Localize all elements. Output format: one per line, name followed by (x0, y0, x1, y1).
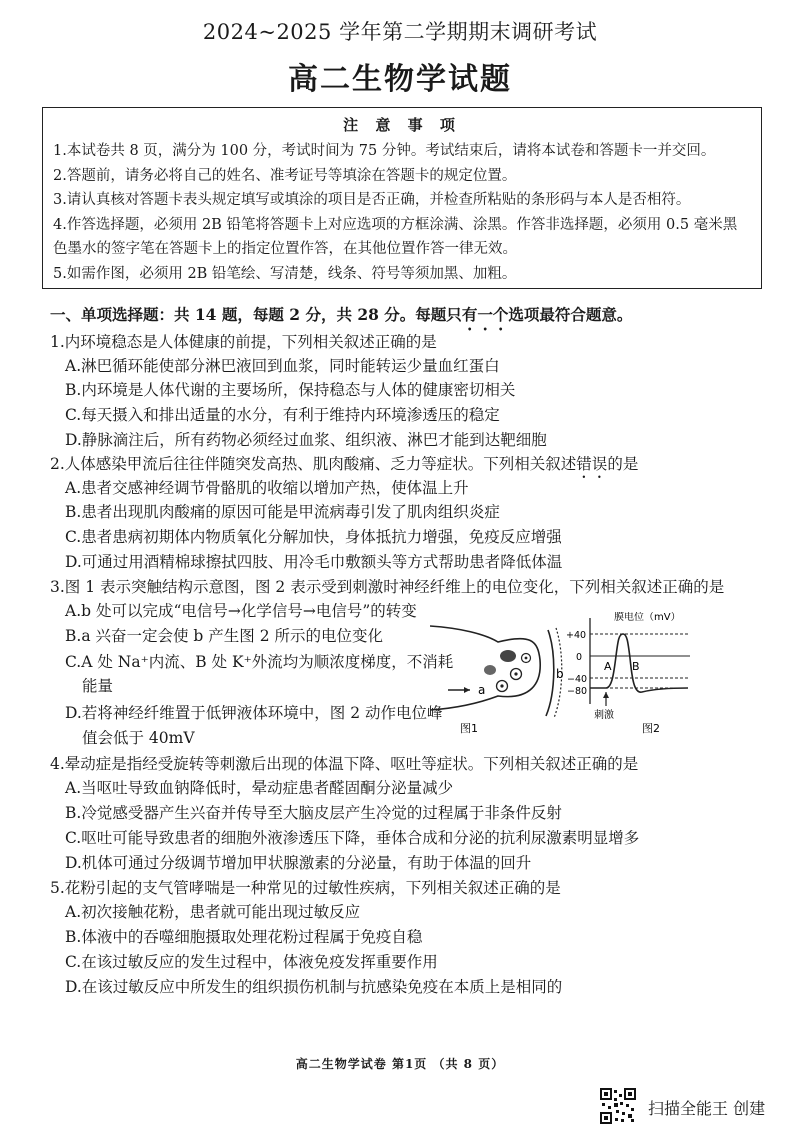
question-2-option-d: D.可通过用酒精棉球擦拭四肢、用冷毛巾敷额头等方式帮助患者降低体温 (65, 553, 563, 571)
figure-2-caption: 图2 (642, 722, 660, 735)
question-4-option-d: D.机体可通过分级调节增加甲状腺激素的分泌量，有助于体温的回升 (65, 854, 532, 872)
question-2-stem-emphasis: 错误 (576, 455, 608, 473)
question-1-option-d: D.静脉滴注后，所有药物必须经过血浆、组织液、淋巴才能到达靶细胞 (65, 431, 547, 449)
question-2-option-c: C.患者患病初期体内物质氧化分解加快，身体抵抗力增强，免疫反应增强 (65, 528, 562, 546)
question-3-option-d: D.若将神经纤维置于低钾液体环境中，图 2 动作电位峰 (65, 704, 443, 722)
figure-2-tick-label: +40 (566, 630, 587, 641)
question-1-option-b: B.内环境是人体代谢的主要场所，保持稳态与人体的健康密切相关 (65, 381, 516, 399)
figure-2-label-B: B (632, 660, 640, 673)
subject-title: 高二生物学试题 (288, 62, 512, 97)
question-5-stem: 5.花粉引起的支气管哮喘是一种常见的过敏性疾病，下列相关叙述正确的是 (50, 879, 561, 897)
question-3-figure (430, 612, 706, 736)
figure-2-y-axis-label: 膜电位（mV） (614, 612, 681, 623)
exam-title: 2024~2025 学年第二学期期末调研考试 (202, 20, 598, 44)
question-5-option-a: A.初次接触花粉，患者就可能出现过敏反应 (65, 903, 361, 921)
figure-1-label-b: b (556, 667, 564, 681)
figure-1-synapse (430, 626, 564, 735)
notice-box (42, 107, 762, 289)
figure-1-caption: 图1 (460, 722, 478, 735)
notice-item: 5.如需作图，必须用 2B 铅笔绘、写清楚，线条、符号等须加黑、加粗。 (53, 265, 517, 282)
question-2-stem-part: 2.人体感染甲流后往往伴随突发高热、肌肉酸痛、乏力等症状。下列相关叙述 (50, 455, 577, 473)
question-4-option-b: B.冷觉感受器产生兴奋并传导至大脑皮层产生冷觉的过程属于非条件反射 (65, 804, 562, 822)
question-2-option-b: B.患者出现肌肉酸痛的原因可能是甲流病毒引发了肌肉组织炎症 (65, 503, 500, 521)
scanner-watermark (600, 1088, 800, 1128)
figure-2-tick-label: −80 (567, 686, 588, 697)
figure-2-stimulus-label: 刺激 (594, 710, 614, 721)
watermark-text: 扫描全能王 创建 (648, 1099, 766, 1118)
notice-item: 3.请认真核对答题卡表头规定填写或填涂的项目是否正确，并检查所粘贴的条形码与本人是否相符。 (53, 192, 691, 208)
notice-item: 色墨水的签字笔在答题卡上的指定位置作答，在其他位置作答一律无效。 (53, 241, 517, 257)
question-4-option-c: C.呕吐可能导致患者的细胞外液渗透压下降，垂体合成和分泌的抗利尿激素明显增多 (65, 829, 640, 847)
question-1-stem: 1.内环境稳态是人体健康的前提，下列相关叙述正确的是 (50, 333, 437, 351)
figure-1-label-a: a (478, 683, 486, 697)
qr-code-icon (600, 1088, 636, 1124)
question-3-option-b: B.a 兴奋一定会使 b 产生图 2 所示的电位变化 (65, 627, 383, 645)
question-4-stem: 4.晕动症是指经受旋转等刺激后出现的体温下降、呕吐等症状。下列相关叙述正确的是 (50, 755, 639, 773)
question-3-option-c: C.A 处 Na⁺内流、B 处 K⁺外流均为顺浓度梯度，不消耗 (65, 653, 454, 671)
notice-item: 4.作答选择题，必须用 2B 铅笔将答题卡上对应选项的方框涂满、涂黑。作答非选择题，必须用 0.5 毫米黑 (53, 216, 738, 233)
notice-item: 2.答题前，请务必将自己的姓名、准考证号等填涂在答题卡的规定位置。 (53, 167, 517, 184)
figure-2-label-A: A (604, 660, 612, 673)
question-3-option-d-cont: 值会低于 40mV (82, 729, 195, 747)
question-4-option-a: A.当呕吐导致血钠降低时，晕动症患者醛固酮分泌量减少 (65, 779, 454, 797)
notice-title: 注 意 事 项 (343, 116, 461, 134)
section-heading-emphasis: 有一个 (461, 305, 509, 324)
question-3-stem: 3.图 1 表示突触结构示意图，图 2 表示受到刺激时神经纤维上的电位变化，下列相关叙述正确的是 (50, 578, 725, 596)
question-5-option-d: D.在该过敏反应中所发生的组织损伤机制与抗感染免疫在本质上是相同的 (65, 978, 563, 996)
question-2-stem-part: 的是 (607, 455, 639, 473)
figure-2-tick-label: 0 (576, 652, 583, 663)
notice-item: 1.本试卷共 8 页，满分为 100 分，考试时间为 75 分钟。考试结束后，请将本试卷和答题卡一并交回。 (53, 143, 716, 159)
question-5-option-b: B.体液中的吞噬细胞摄取处理花粉过程属于免疫自稳 (65, 928, 423, 946)
figure-2-tick-label: −40 (567, 674, 588, 685)
question-3-option-c-cont: 能量 (82, 677, 114, 695)
question-1-option-a: A.淋巴循环能使部分淋巴液回到血浆，同时能转运少量血红蛋白 (65, 357, 500, 375)
figure-2-action-potential (566, 612, 690, 735)
question-2-option-a: A.患者交感神经调节骨骼肌的收缩以增加产热，使体温上升 (65, 479, 469, 497)
page-footer: 高二生物学试卷 第1页 （共 8 页） (295, 1057, 505, 1071)
question-3-option-a: A.b 处可以完成“电信号→化学信号→电信号”的转变 (65, 602, 417, 620)
section-heading-part: 一、单项选择题：共 14 题，每题 2 分，共 28 分。每题只 (50, 305, 462, 324)
question-1-option-c: C.每天摄入和排出适量的水分，有利于维持内环境渗透压的稳定 (65, 406, 500, 424)
question-5-option-c: C.在该过敏反应的发生过程中，体液免疫发挥重要作用 (65, 953, 438, 971)
section-heading-part: 选项最符合题意。 (508, 305, 633, 324)
